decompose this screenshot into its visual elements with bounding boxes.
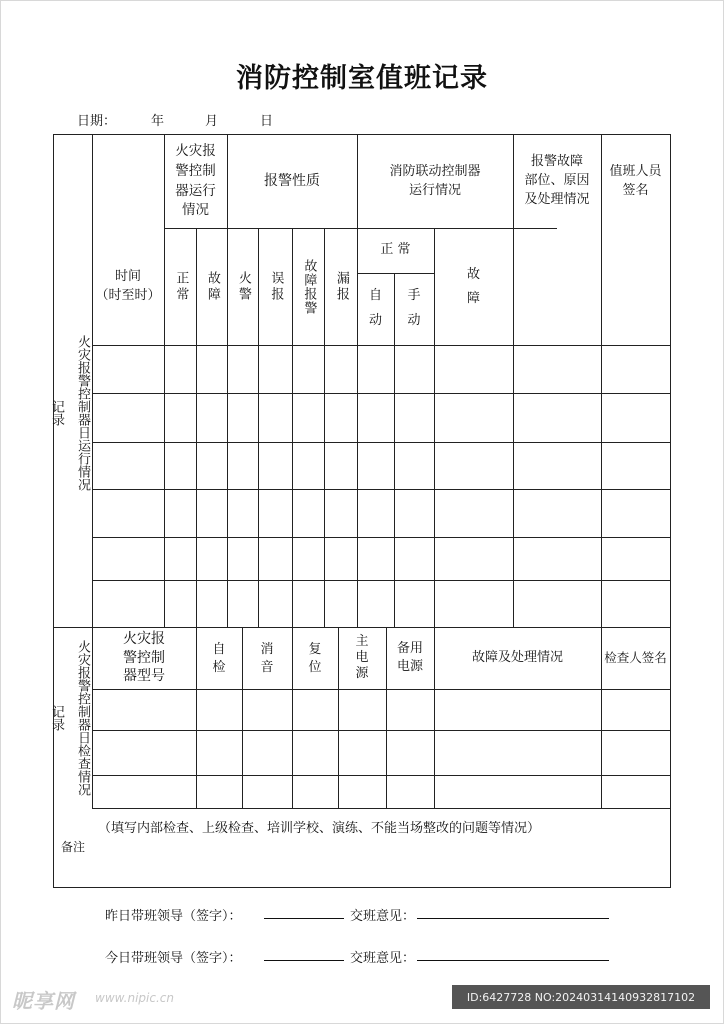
section1-side-label: 火灾报警控制器日运行情况记录	[49, 334, 90, 491]
grid-line	[92, 775, 670, 776]
section-divider-line	[92, 808, 670, 809]
linkage-manual-header: 手 动	[407, 288, 421, 328]
reset-header: 复 位	[308, 642, 322, 676]
alarm-fire-header: 火警	[235, 270, 251, 303]
linkage-fault-header: 故 障	[466, 267, 480, 306]
alarm-missed-header: 漏报	[333, 270, 349, 303]
yesterday-handover-label: 交班意见：	[350, 909, 416, 924]
section2-side-label-cell	[49, 627, 92, 808]
grid-line	[92, 689, 670, 690]
linkage-auto-header: 自 动	[368, 288, 382, 328]
controller-fault-header: 故障	[204, 270, 220, 303]
fault-handling-header: 故障及处理情况	[471, 649, 563, 665]
controller-model-header: 火灾报 警控制 器型号	[123, 630, 165, 685]
controller-normal-header: 正常	[173, 270, 189, 303]
grid-line	[92, 393, 670, 394]
watermark-logo: 昵享网	[12, 989, 75, 1013]
yesterday-handover-line[interactable]	[417, 918, 609, 919]
alarm-fault-header: 故障报警	[301, 258, 317, 315]
main-power-header: 主 电 源	[355, 633, 369, 682]
remarks-label: 备注	[60, 839, 85, 854]
grid-line	[92, 442, 670, 443]
section1-side-label-cell	[49, 320, 92, 505]
yesterday-leader-sign-line[interactable]	[264, 918, 344, 919]
today-handover-label: 交班意见：	[350, 951, 416, 966]
alarm-nature-header: 报警性质	[264, 173, 320, 190]
remarks-note: （填写内部检查、上级检查、培训学校、演练、不能当场整改的问题等情况）	[98, 821, 541, 836]
date-month: 月	[205, 114, 219, 129]
page-title: 消防控制室值班记录	[236, 63, 488, 94]
self-check-header: 自 检	[212, 642, 226, 676]
time-header: 时间 （时至时）	[95, 268, 161, 303]
section2-side-label: 火灾报警控制器日检查情况记录	[49, 639, 90, 796]
linkage-normal-header: 正 常	[380, 242, 411, 258]
alarm-false-header: 误报	[268, 270, 284, 303]
grid-line	[92, 489, 670, 490]
date-year: 年	[151, 114, 165, 129]
duty-sign-header: 值班人员 签名	[609, 164, 662, 198]
grid-line	[92, 537, 670, 538]
fault-info-header: 报警故障 部位、原因 及处理情况	[524, 154, 590, 207]
silence-header: 消 音	[260, 642, 274, 676]
today-leader-sign-line[interactable]	[264, 960, 344, 961]
linkage-header: 消防联动控制器 运行情况	[389, 164, 481, 198]
grid-line	[92, 580, 670, 581]
yesterday-leader-label: 昨日带班领导（签字）：	[105, 909, 242, 924]
grid-line	[92, 345, 670, 346]
date-day: 日	[260, 114, 274, 129]
record-form-table	[49, 134, 671, 888]
controller-status-header: 火灾报 警控制 器运行 情况	[175, 143, 216, 219]
date-label: 日期：	[77, 114, 117, 129]
inspector-sign-header: 检查人签名	[604, 649, 667, 665]
today-leader-label: 今日带班领导（签字）：	[105, 951, 242, 966]
watermark-url: www.nipic.cn	[95, 991, 174, 1005]
backup-power-header: 备用 电源	[396, 640, 423, 674]
watermark-id-badge: ID:6427728 NO:20240314140932817102	[452, 985, 710, 1009]
today-handover-line[interactable]	[417, 960, 609, 961]
grid-line	[92, 730, 670, 731]
